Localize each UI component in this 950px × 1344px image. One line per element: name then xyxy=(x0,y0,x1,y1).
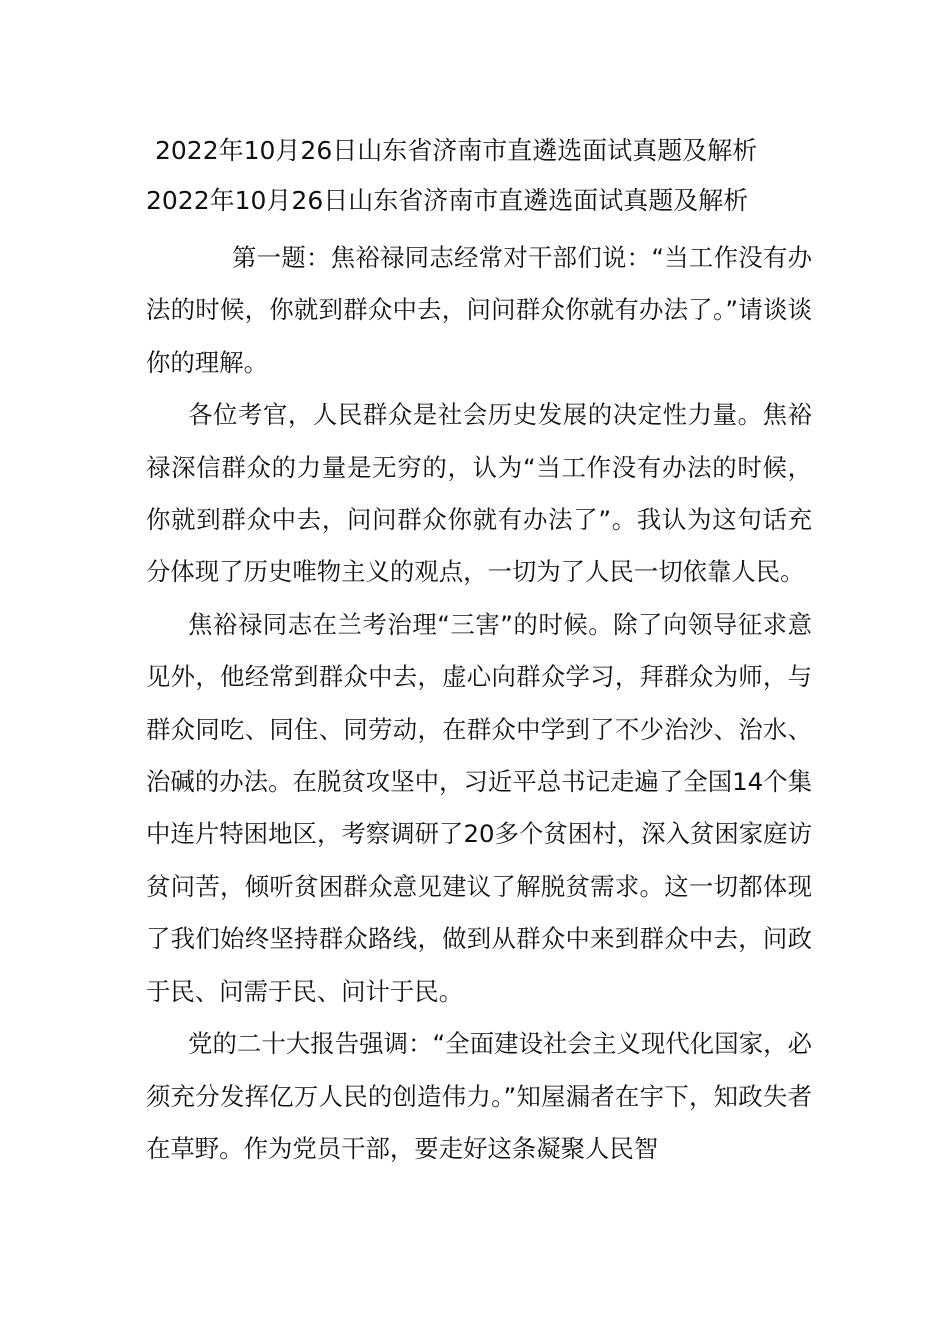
answer-paragraph-3: 党的二十大报告强调：“全面建设社会主义现代化国家，必须充分发挥亿万人民的创造伟力。”知屋漏者在宇下，知政失者在草野。作为党员干部，要走好这条凝聚人民智 xyxy=(146,1029,812,1163)
question-paragraph: 第一题：焦裕禄同志经常对干部们说：“当工作没有办法的时候，你就到群众中去，问问群众你就有办法了。”请谈谈你的理解。 xyxy=(146,243,812,377)
answer-paragraph-1: 各位考官，人民群众是社会历史发展的决定性力量。焦裕禄深信群众的力量是无穷的，认为“当工作没有办法的时候，你就到群众中去，问问群众你就有办法了”。我认为这句话充分体现了历史唯物主义的观点，一切为了人民一切依靠人民。 xyxy=(146,400,812,587)
answer-paragraph-2: 焦裕禄同志在兰考治理“三害”的时候。除了向领导征求意见外，他经常到群众中去，虚心向群众学习，拜群众为师，与群众同吃、同住、同劳动，在群众中学到了不少治沙、治水、治碱的办法。在脱贫攻坚中，习近平总书记走遍了全国14个集中连片特困地区，考察调研了20多个贫困村，深入贫困家庭访贫问苦，倾听贫困群众意见建议了解脱贫需求。这一切都体现了我们始终坚持群众路线，做到从群众中来到群众中去，问政于民、问需于民、问计于民。 xyxy=(146,609,812,1006)
document-title: 2022年10月26日山东省济南市直遴选面试真题及解析 xyxy=(155,136,758,165)
document-title-repeat: 2022年10月26日山东省济南市直遴选面试真题及解析 xyxy=(146,186,749,215)
document-body xyxy=(146,232,812,1175)
